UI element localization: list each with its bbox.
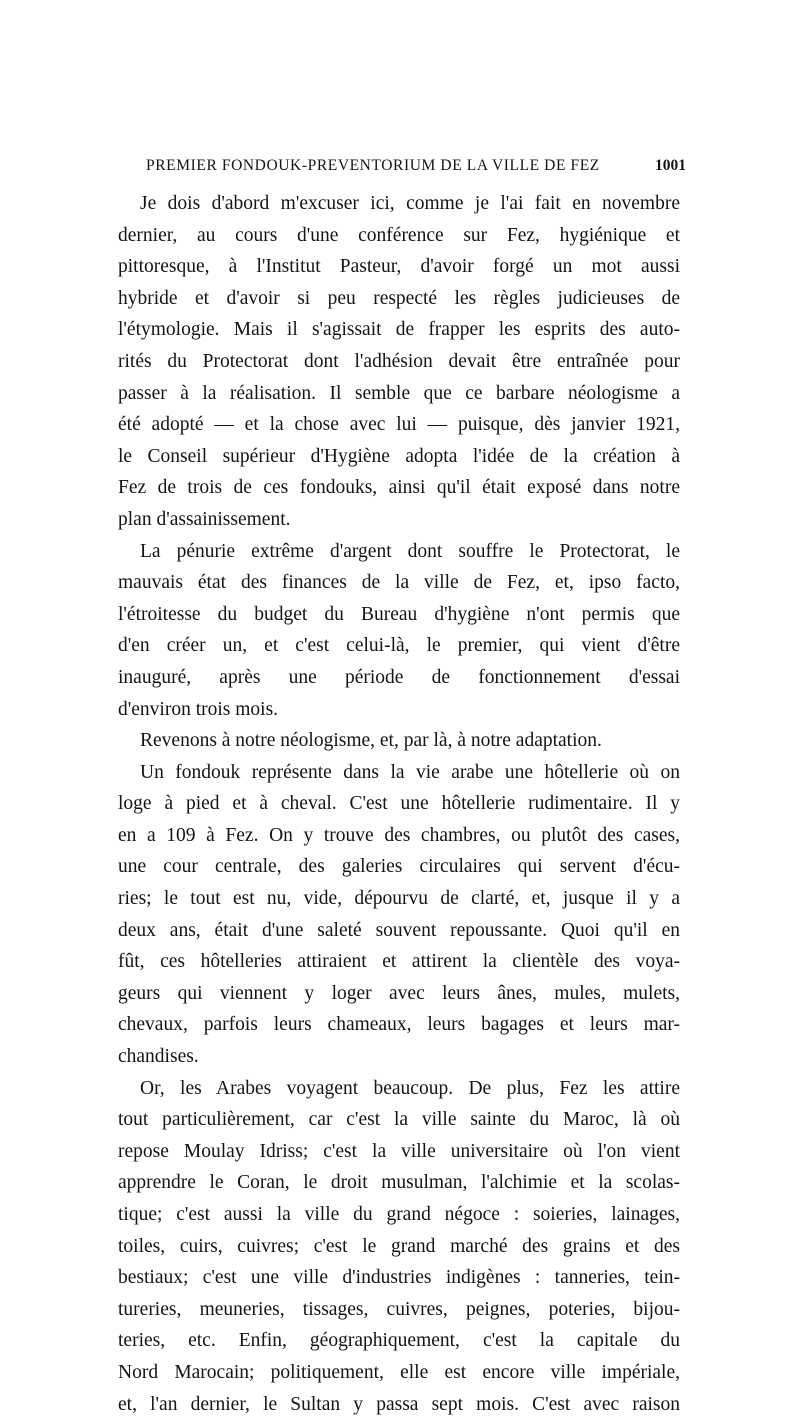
text-line: d'en créer un, et c'est celui-là, le premier, qui vient d'être [118, 635, 680, 657]
text-line: dernier, au cours d'une conférence sur Fez, hygiénique et [118, 224, 680, 246]
body-text [118, 188, 680, 1420]
text-line: tique; c'est aussi la ville du grand négoce : soieries, lainages, [118, 1204, 680, 1225]
text-line: toiles, cuirs, cuivres; c'est le grand marché des grains et des [118, 1235, 680, 1257]
text-line: mauvais état des finances de la ville de Fez, et, ipso facto, [118, 572, 680, 594]
text-line: plan d'assainissement. [118, 508, 291, 530]
text-line: Un fondouk représente dans la vie arabe une hôtellerie où on [140, 761, 680, 783]
text-line: hybride et d'avoir si peu respecté les règles judicieuses de [118, 287, 680, 309]
text-line: Revenons à notre néologisme, et, par là, à notre adaptation. [140, 730, 602, 752]
text-line: ries; le tout est nu, vide, dépourvu de clarté, et, jusque il y a [118, 888, 680, 910]
text-line: inauguré, après une période de fonctionnement d'essai [118, 666, 680, 688]
text-line: d'environ trois mois. [118, 698, 279, 720]
text-line: en a 109 à Fez. On y trouve des chambres, ou plutôt des cases, [118, 824, 680, 846]
text-line: teries, etc. Enfin, géographiquement, c'est la capitale du [118, 1330, 680, 1352]
text-line: fût, ces hôtelleries attiraient et attirent la clientèle des voya- [118, 951, 680, 973]
text-line: une cour centrale, des galeries circulaires qui servent d'écu- [118, 856, 680, 878]
text-line: chevaux, parfois leurs chameaux, leurs bagages et leurs mar- [118, 1014, 680, 1036]
running-header [146, 157, 686, 175]
text-line: repose Moulay Idriss; c'est la ville universitaire où l'on vient [118, 1140, 680, 1162]
text-line: l'étroitesse du budget du Bureau d'hygiène n'ont permis que [118, 603, 680, 625]
text-line: chandises. [118, 1046, 199, 1068]
text-line: et, l'an dernier, le Sultan y passa sept mois. C'est avec raison [118, 1393, 680, 1415]
text-line: Nord Marocain; politiquement, elle est encore ville impériale, [118, 1361, 680, 1383]
text-line: pittoresque, à l'Institut Pasteur, d'avoir forgé un mot aussi [118, 256, 680, 278]
page-number: 1001 [655, 157, 686, 174]
text-line: tout particulièrement, car c'est la ville sainte du Maroc, là où [118, 1109, 680, 1131]
text-line: le Conseil supérieur d'Hygiène adopta l'idée de la création à [118, 445, 680, 467]
text-line: l'étymologie. Mais il s'agissait de frapper les esprits des auto- [118, 319, 680, 341]
text-line: été adopté — et la chose avec lui — puisque, dès janvier 1921, [118, 414, 680, 436]
running-header-title: PREMIER FONDOUK-PREVENTORIUM DE LA VILLE DE FEZ [146, 157, 600, 174]
text-line: Je dois d'abord m'excuser ici, comme je l'ai fait en novembre [140, 193, 680, 214]
text-line: loge à pied et à cheval. C'est une hôtellerie rudimentaire. Il y [118, 793, 680, 815]
text-line: tureries, meuneries, tissages, cuivres, peignes, poteries, bijou- [118, 1298, 680, 1320]
text-line: apprendre le Coran, le droit musulman, l'alchimie et la scolas- [118, 1172, 680, 1194]
text-line: deux ans, était d'une saleté souvent repoussante. Quoi qu'il en [118, 919, 680, 941]
text-line: La pénurie extrême d'argent dont souffre le Protectorat, le [140, 540, 680, 562]
text-line: Or, les Arabes voyagent beaucoup. De plus, Fez les attire [140, 1077, 680, 1099]
text-line: passer à la réalisation. Il semble que ce barbare néologisme a [118, 382, 680, 404]
text-line: Fez de trois de ces fondouks, ainsi qu'il était exposé dans notre [118, 477, 680, 499]
text-line: geurs qui viennent y loger avec leurs ânes, mules, mulets, [118, 982, 680, 1004]
text-line: bestiaux; c'est une ville d'industries indigènes : tanneries, tein- [118, 1267, 680, 1289]
text-line: rités du Protectorat dont l'adhésion devait être entraînée pour [118, 350, 680, 372]
